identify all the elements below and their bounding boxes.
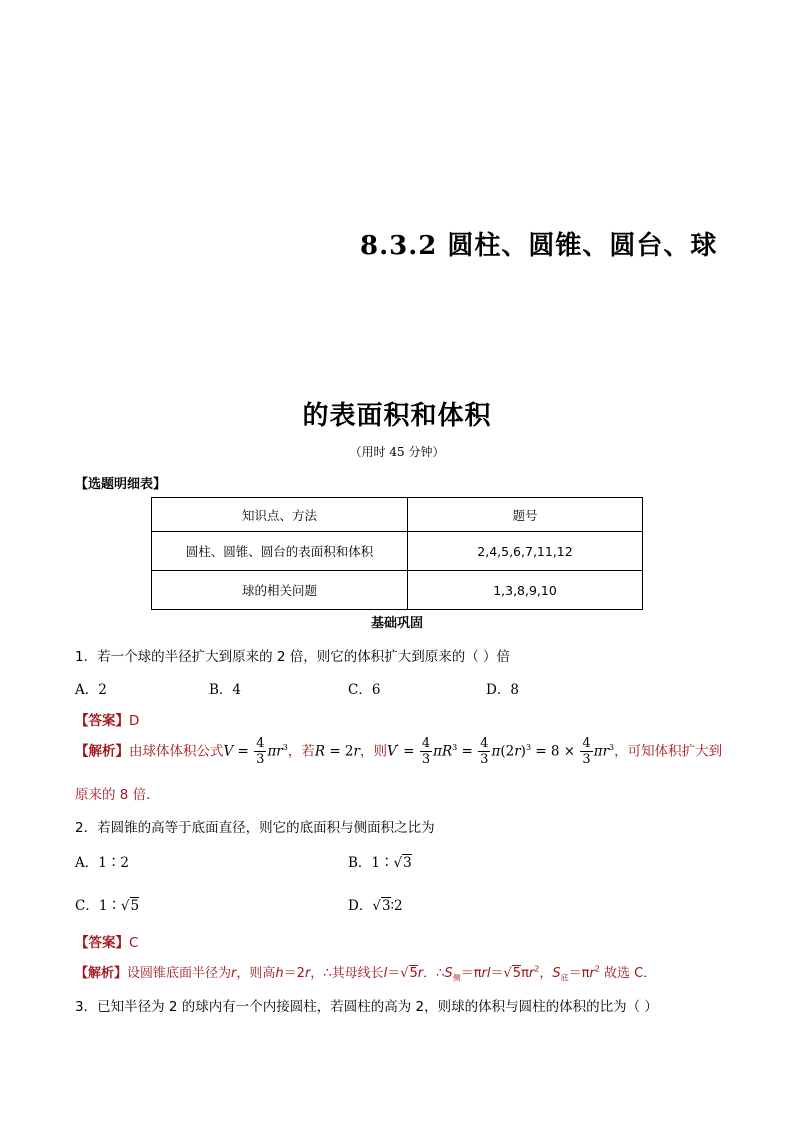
topic-table <box>151 497 643 610</box>
q1-analysis-cont: 原来的 8 倍. <box>75 787 151 803</box>
q2-option-c: C．1∶√5 <box>75 898 140 914</box>
analysis-text: ，若 <box>287 743 315 760</box>
q1-option-d: D．8 <box>486 682 519 698</box>
analysis-text: ，可知体积扩大到 <box>614 743 723 760</box>
question-3-stem: 3．已知半径为 2 的球内有一个内接圆柱，若圆柱的高为 2，则球的体积与圆柱的体积的比为（ ） <box>75 999 658 1015</box>
q2-option-d: D．√3∶2 <box>348 898 403 914</box>
question-1-stem: 1．若一个球的半径扩大到原来的 2 倍，则它的体积扩大到原来的（ ）倍 <box>75 649 511 665</box>
title-line-2: 的表面积和体积 <box>302 401 492 431</box>
table-header: 题号 <box>408 498 643 532</box>
table-cell: 圆柱、圆锥、圆台的表面积和体积 <box>152 532 408 571</box>
q1-option-a: A．2 <box>75 682 107 698</box>
analysis-tag: 【解析】 <box>75 966 128 981</box>
section-label: 【选题明细表】 <box>75 477 167 492</box>
q1-analysis: 【解析】由球体体积公式V = $\frac{4}{3}$ $\pi r^3$，若R = 2r，则V' = $\frac{4}{3}$ $\pi R^3$ = $\frac{4}{3}$ $\pi(2r)^3 = 8$ × $\frac{4}{3}$ $\pi r^3$，可知体积扩大到 <box>75 736 723 767</box>
q2-option-b: B．1∶√3 <box>348 855 412 871</box>
answer-tag: 【答案】 <box>75 935 129 951</box>
table-row <box>152 532 643 571</box>
q1-option-c: C．6 <box>348 682 381 698</box>
answer-value: D <box>129 713 140 729</box>
table-cell: 球的相关问题 <box>152 571 408 610</box>
answer-tag: 【答案】 <box>75 713 129 729</box>
analysis-tag: 【解析】 <box>75 743 129 760</box>
table-header-row <box>152 498 643 532</box>
table-cell: 2,4,5,6,7,11,12 <box>408 532 643 571</box>
answer-value: C <box>129 935 139 951</box>
q2-analysis: 【解析】设圆锥底面半径为r，则高h＝2r，∴其母线长l＝√5r．$\therefore S_侧=\pi rl=√5\pi r^2$，$S_底=\pi r^2$ 故选 C． <box>75 964 657 983</box>
q1-option-b: B．4 <box>209 682 242 698</box>
question-2-stem: 2．若圆锥的高等于底面直径，则它的底面积与侧面积之比为 <box>75 820 435 836</box>
basic-heading: 基础巩固 <box>370 616 423 631</box>
title-line-1: 8.3.2 圆柱、圆锥、圆台、球 <box>360 231 718 261</box>
q2-answer <box>75 931 138 951</box>
time-note: （用时 45 分钟） <box>349 445 445 459</box>
q2-option-a: A．1∶2 <box>75 855 129 871</box>
table-header: 知识点、方法 <box>152 498 408 532</box>
q1-answer <box>75 709 139 729</box>
analysis-text: ，则 <box>359 743 387 760</box>
table-cell: 1,3,8,9,10 <box>408 571 643 610</box>
table-row <box>152 571 643 610</box>
analysis-text: 由球体体积公式 <box>129 743 224 760</box>
